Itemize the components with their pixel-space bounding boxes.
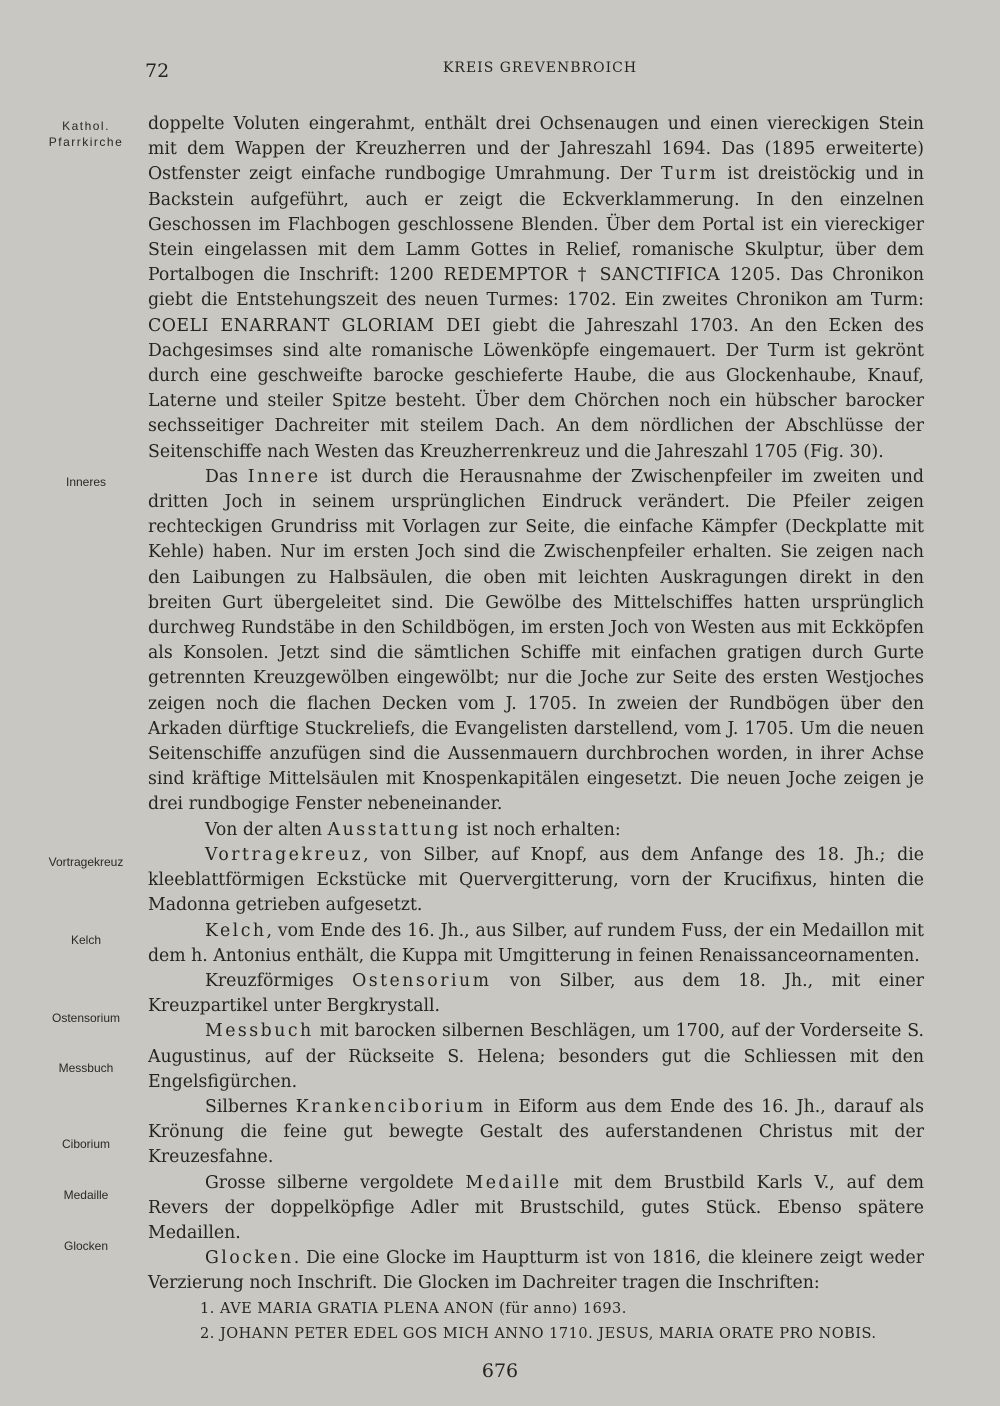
page-number: 72 (145, 60, 170, 82)
margin-note-ostensorium: Ostensorium (51, 1011, 121, 1025)
term-inneres: Innere (247, 466, 321, 487)
term-vortragekreuz: Vortragekreuz (205, 844, 364, 865)
inscription-coeli: COELI ENARRANT GLORIAM DEI (148, 315, 482, 336)
paragraph-ciborium: Silbernes Krankenciborium in Eiform aus dem Ende des 16. Jh., darauf als Krönung die feine gut bewegte Gestalt des auferstandenen Christus mit der Kreuzesfahne. (148, 1096, 924, 1168)
margin-note-messbuch: Messbuch (58, 1061, 114, 1075)
paragraph-glocken: Glocken. Die eine Glocke im Hauptturm ist von 1816, die kleinere zeigt weder Verzierung noch Inschrift. Die Glocken im Dachreiter tragen die Inschriften: (148, 1248, 924, 1294)
margin-note-inneres: Inneres (65, 475, 107, 489)
paragraph-ausstattung: Von der alten Ausstattung ist noch erhalten: (205, 819, 621, 840)
margin-note-kelch: Kelch (70, 933, 102, 947)
term-medaille: Medaille (465, 1172, 562, 1193)
inscription-redemptor: 1200 REDEMPTOR † SANCTIFICA 1205. (388, 265, 782, 286)
bell-inscription-1: 1. AVE MARIA GRATIA PLENA ANON (für anno) 1693. (200, 1300, 627, 1317)
paragraph-inneres: Das Innere ist durch die Herausnahme der Zwischenpfeiler im zweiten und dritten Joch in seinem ursprünglichen Eindruck verändert. Die Pfeiler zeigen rechteckigen Grundriss mit Vorlagen zur Seite, die einfache Kämpfer (Deckplatte mit Kehle) haben. Nur im ersten Joch sind die Zwischenpfeiler erhalten. Sie zeigen nach den Laibungen zu Halbsäulen, die oben mit leichten Auskragungen direkt in den breiten Gurt übergeleitet sind. Die Gewölbe des Mittelschiffes hatten ursprünglich durchweg Rundstäbe in den Schildbögen, im ersten Joch von Westen aus mit Eckköpfen als Konsolen. Jetzt sind die sämtlichen Schiffe mit einfachen gratigen durch Gurte getrennten Kreuzgewölben eingewölbt; nur die Joche zur Seite des ersten Westjoches zeigen noch die flachen Decken vom J. 1705. In zweien der Rundbögen über den Arkaden dürftige Stuckreliefs, die Evangelisten darstellend, vom J. 1705. Um die neuen Seitenschiffe anzufügen sind die Aussenmauern durchbrochen worden, in ihrer Achse sind kräftige Mittelsäulen mit Knospenkapitälen eingesetzt. Die neuen Joche zeigen je drei rundbogige Fenster nebeneinander. (148, 466, 924, 815)
main-text (148, 112, 924, 1347)
paragraph-turm: doppelte Voluten eingerahmt, enthält drei Ochsenaugen und einen viereckigen Stein mit dem Wappen der Kreuzherren und der Jahreszahl 1694. Das (1895 erweiterte) Ostfenster zeigt einfache rundbogige Umrahmung. Der Turm ist dreistöckig und in Backstein aufgeführt, auch er zeigt die Eckverklammerung. In den einzelnen Geschossen im Flachbogen geschlossene Blenden. Über dem Portal ist ein viereckiger Stein eingelassen mit dem Lamm Gottes in Relief, romanische Skulptur, über dem Portalbogen die Inschrift: 1200 REDEMPTOR † SANCTIFICA 1205. Das Chronikon giebt die Entstehungszeit des neuen Turmes: 1702. Ein zweites Chronikon am Turm: COELI ENARRANT GLORIAM DEI giebt die Jahreszahl 1703. An den Ecken des Dachgesimses sind alte romanische Löwenköpfe eingemauert. Der Turm ist gekrönt durch eine geschweifte barocke geschieferte Haube, die aus Glockenhaube, Knauf, Laterne und steiler Spitze besteht. Über dem Chörchen noch ein hübscher barocker sechsseitiger Dachreiter mit steilem Dach. An dem nördlichen der Abschlüsse der Seitenschiffe nach Westen das Kreuzherrenkreuz und die Jahreszahl 1705 (Fig. 30). (148, 114, 924, 462)
footer-page-number: 676 (481, 1360, 519, 1382)
bell-inscription-2: 2. JOHANN PETER EDEL GOS MICH ANNO 1710. JESUS, MARIA ORATE PRO NOBIS. (200, 1325, 877, 1342)
paragraph-kelch: Kelch, vom Ende des 16. Jh., aus Silber, auf rundem Fuss, der ein Medaillon mit dem h. Antonius enthält, die Kuppa mit Umgitterung in feinen Renaissanceornamenten. (148, 920, 924, 966)
margin-note-pfarrkirche: Kathol. Pfarrkirche (48, 119, 124, 149)
term-kelch: Kelch (205, 920, 267, 941)
term-glocken: Glocken (205, 1248, 294, 1269)
paragraph-messbuch: Messbuch mit barocken silbernen Beschlägen, um 1700, auf der Vorderseite S. Augustinus, auf der Rückseite S. Helena; besonders gut die Schliessen mit den Engelsfigürchen. (148, 1021, 924, 1092)
term-krankenciborium: Krankenciborium (295, 1096, 486, 1117)
paragraph-ostensorium: Kreuzförmiges Ostensorium von Silber, aus dem 18. Jh., mit einer Kreuzpartikel unter Bergkrystall. (148, 970, 924, 1017)
margin-note-vortragekreuz: Vortragekreuz (48, 855, 124, 869)
term-ostensorium: Ostensorium (352, 970, 492, 991)
margin-note-ciborium: Ciborium (61, 1137, 110, 1151)
margin-note-medaille: Medaille (63, 1188, 109, 1202)
running-head: KREIS GREVENBROICH (442, 60, 638, 76)
paragraph-vortragekreuz: Vortragekreuz, von Silber, auf Knopf, aus dem Anfange des 18. Jh.; die kleeblattförmigen Eckstücke mit Quervergitterung, vorn der Krucifixus, hinten die Madonna getrieben aufgesetzt. (148, 844, 924, 916)
term-messbuch: Messbuch (205, 1021, 314, 1042)
margin-note-glocken: Glocken (63, 1239, 109, 1253)
term-turm: Turm (661, 164, 719, 185)
term-ausstattung: Ausstattung (327, 819, 461, 840)
paragraph-medaille: Grosse silberne vergoldete Medaille mit dem Brustbild Karls V., auf dem Revers der doppelköpfige Adler mit Brustschild, gutes Stück. Ebenso spätere Medaillen. (148, 1172, 924, 1243)
